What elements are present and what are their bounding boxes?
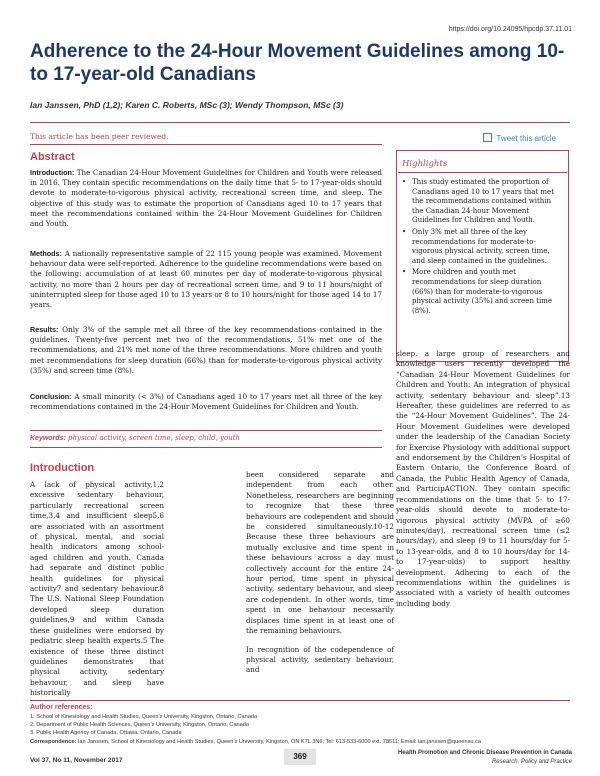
author-references-heading: Author references: [30,704,93,711]
volume-info: Vol 37, No 11, November 2017 [30,757,123,764]
abstract-results-text: Only 3% of the sample met all three of the key recommendations contained in the guidelines. Twenty-five percent met two of the recommendations, 51% met one of the recommendations, and 21% met none of the three recommendations. More children and youth met recommendations for sleep duration (66%) than for moderate-to-vigorous physical activity (35%) and screen time (8%). [30,325,382,375]
keywords-text: physical activity, screen time, sleep, child, youth [68,434,241,442]
peer-review-note: This article has been peer reviewed. [30,132,169,141]
intro-column-1: A lack of physical activity,1,2 excessive sedentary behaviour, particularly recreational screen time,3,4 and insufficient sleep5,6 are associated with an assortment of physical, mental, and social health indicators among school-aged children and youth. Canada had separate and distinct public health guidelines for physical activity7 and sedentary behaviour.8 The U.S. National Sleep Foundation developed sleep duration guidelines,9 and within Canada these guidelines were endorsed by pediatric sleep health experts.5 The existence of these three distinct guidelines demonstrates that physical activity, sedentary behaviour, and sleep have historically [30,480,164,698]
intro-column-2 [246,470,394,676]
keywords-label: Keywords: [30,435,66,442]
abstract-intro-label: Introduction: [30,168,75,177]
correspondence [30,739,481,745]
abstract-methods-text: A nationally representative sample of 22 115 young people was examined. Movement behaviour data were self-reported. Adherence to the guideline recommendations were based on the following: accumulation of at least 60 minutes per day of moderate-to-vigorous physical activity, no more than 2 hours per day of recreational screen time, and 9 to 11 hours/night of uninterrupted sleep for those aged 10 to 13 years or 8 to 10 hours/night for those aged 14 to 17 years. [30,249,382,310]
intro-column-2-para-2: In recognition of the codependence of physical activity, sedentary behaviour, and [246,644,394,675]
abstract-introduction [30,168,382,229]
affiliation-item: 3. Public Health Agency of Canada, Ottawa, Ontario, Canada [30,730,182,736]
page-number: 369 [284,749,316,765]
tweet-label: Tweet this article [496,134,556,143]
abstract-results [30,325,382,376]
journal-name [398,749,572,767]
divider [398,172,567,173]
tweet-link[interactable] [483,133,556,143]
abstract-methods [30,249,382,310]
affiliation-item: 1. School of Kinesiology and Health Studies, Queen’s University, Kingston, Ontario, Canada [30,714,258,720]
introduction-heading: Introduction [30,462,95,474]
article-title: Adherence to the 24-Hour Movement Guidelines among 10- to 17-year-old Canadians [30,41,565,85]
correspondence-text: Ian Janssen, School of Kinesiology and Health Studies, Queen’s University, Kingston, ON K7L 3N6; Tel: 613-533-6000 ext. 78611; Email: ian.janssen@queensu.ca [77,739,481,745]
divider [30,447,382,448]
abstract-results-label: Results: [30,325,59,334]
highlights-list [402,178,562,318]
author-list: Ian Janssen, PhD (1,2); Karen C. Roberts, MSc (3); Wendy Thompson, MSc (3) [30,100,344,110]
highlights-title: Highlights [402,159,448,169]
twitter-icon [483,133,492,142]
intro-column-2-para-1: been considered separate and independent from each other. Nonetheless, researchers are beginning to recognize that these three behaviours are codependent and should be considered simultaneously.10-12 Because these three behaviours are mutually exclusive and time spent in these behaviours across a day must collectively account for the entire 24-hour period, time spent in physical activity, sedentary behaviour, and sleep are codependent. In other words, time spent in one behaviour necessarily displaces time spent in at least one of the remaining behaviours. [246,470,394,636]
abstract-conclusion-text: A small minority (< 3%) of Canadians aged 10 to 17 years met all three of the key recommendations contained in the 24-Hour Movement Guidelines for Children and Youth. [30,392,382,412]
doi-link[interactable]: https://doi.org/10.24095/hpcdp.37.11.01 [448,26,572,33]
abstract-heading: Abstract [30,151,75,163]
divider [30,700,570,701]
divider [30,144,382,145]
journal-line-2: Research, Policy and Practice [491,759,572,765]
correspondence-label: Correspondence: [30,739,77,745]
intro-column-3: sleep, a large group of researchers and knowledge users recently developed the “Canadian 24-Hour Movement Guidelines for Children and Youth: An integration of physical activity, sedentary behaviour and sleep”.13 Hereafter, these guidelines are referred to as the “24-Hour Movement Guidelines”. The 24-Hour Movement Guidelines were developed under the leadership of the Canadian Society for Exercise Physiology with additional support and endorsement by the Children’s Hospital of Eastern Ontario, the Conference Board of Canada, the Public Health Agency of Canada, and ParticipACTION. They contain specific recommendations on the time that 5- to 17-year-olds should devote to moderate-to-vigorous physical activity (MVPA of ≥60 minutes/day), recreational screen time (≤2 hours/day), and sleep (9 to 11 hours/day for 5- to 13-year-olds, and 8 to 10 hours/day for 14- to 17-year-olds) to support healthy development. Adhering to each of the recommendations within the guidelines is associated with a variety of health outcomes including body [396,349,570,608]
highlight-item: • More children and youth met recommendations for sleep duration (66%) than for moderate-to-vigorous physical activity (35%) and screen time (8%). [402,268,562,316]
affiliation-item: 2. Department of Public Health Sciences, Queen’s University, Kingston, Ontario, Canada [30,722,249,728]
journal-line-1: Health Promotion and Chronic Disease Prevention in Canada [397,750,572,756]
divider [30,430,382,431]
abstract-conclusion [30,392,382,412]
keywords [30,434,240,442]
abstract-methods-label: Methods: [30,249,62,258]
highlight-item: • This study estimated the proportion of Canadians aged 10 to 17 years that met the recommendations contained within the Canadian 24-hour Movement Guidelines for Children and Youth. [402,178,562,226]
abstract-intro-text: The Canadian 24-Hour Movement Guidelines for Children and Youth were released in 2016. They contain specific recommendations on the daily time that 5- to 17-year-olds should devote to moderate-to-vigorous physical activity, recreational screen time, and sleep. The objective of this study was to estimate the proportion of Canadians aged 10 to 17 years that meet the recommendations contained within the 24-Hour Movement Guidelines for Children and Youth. [30,168,382,229]
divider [30,122,570,123]
highlight-item: • Only 3% met all three of the key recommendations for moderate-to-vigorous physical activity, screen time, and sleep contained in the guidelines. [402,228,562,266]
abstract-conclusion-label: Conclusion: [30,392,72,401]
